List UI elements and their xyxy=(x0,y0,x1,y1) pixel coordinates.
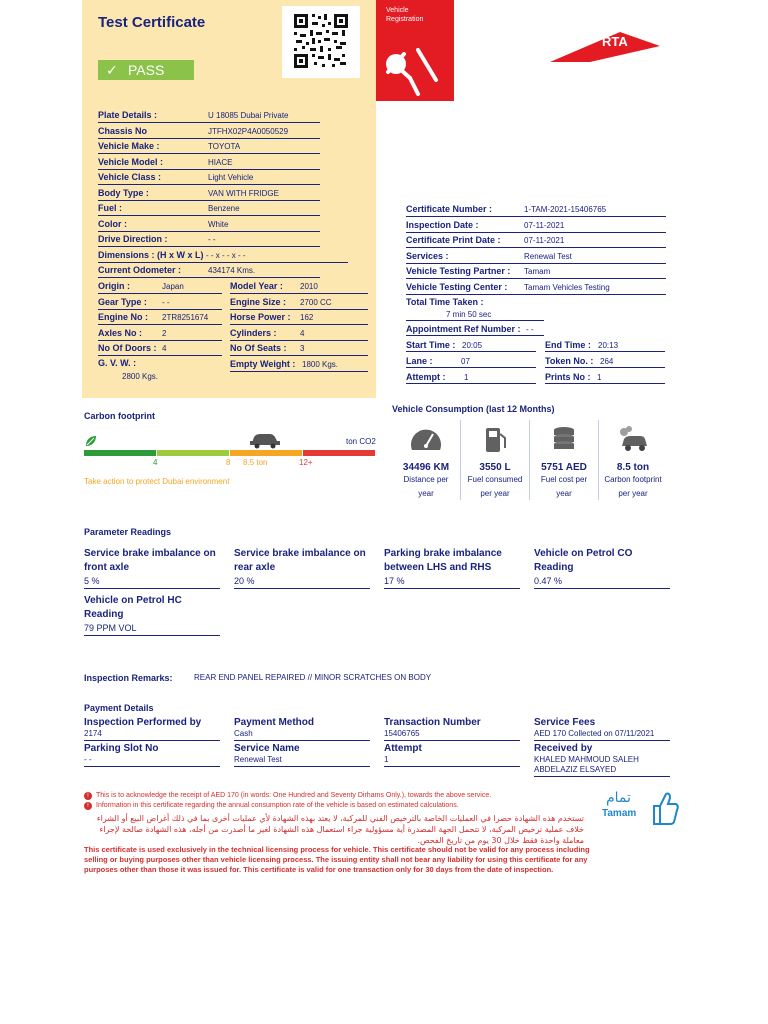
coins-icon xyxy=(530,420,598,458)
tamam-logo: تمام Tamam xyxy=(596,786,686,836)
carbon-note: Take action to protect Dubai environment xyxy=(84,477,230,486)
page-title: Test Certificate xyxy=(98,14,206,31)
carbon-tick-label: 8 xyxy=(226,458,231,467)
fuel-pump-icon xyxy=(461,420,529,458)
certificate-field-value: Tamam xyxy=(524,267,551,276)
consumption-value: 34496 KM xyxy=(402,462,450,473)
carbon-segment xyxy=(84,450,156,456)
parameter-item xyxy=(384,547,520,589)
consumption-title: Vehicle Consumption (last 12 Months) xyxy=(392,404,555,414)
parameter-value: 79 PPM VOL xyxy=(84,623,137,633)
parameter-label: Vehicle on Petrol HC Reading xyxy=(84,595,182,620)
vehicle-field-value: U 18085 Dubai Private xyxy=(208,111,289,120)
spec-label: Horse Power : xyxy=(230,312,291,322)
start-time-label: Start Time : xyxy=(406,340,456,350)
end-time-value: 20:13 xyxy=(598,341,619,350)
certificate-field-value: Renewal Test xyxy=(524,252,572,261)
note-estimate: Information in this certificate regarding the annual consumption rate of the vehicle is based on estimated calculations. xyxy=(96,802,459,809)
vehicle-registration-badge: Vehicle Registration xyxy=(376,0,454,101)
divider xyxy=(406,263,666,264)
payment-label: Service Fees xyxy=(534,717,596,728)
payment-label: Transaction Number xyxy=(384,717,481,728)
divider xyxy=(98,262,348,263)
divider xyxy=(98,293,222,294)
vehicle-field-label: Plate Details : xyxy=(98,110,158,120)
spec-value: 2TR8251674 xyxy=(162,313,209,322)
appointment-value: - - xyxy=(526,325,534,334)
token-label: Token No. : xyxy=(545,356,594,366)
certificate-field-label: Inspection Date : xyxy=(406,220,479,230)
vehicle-field-label: Current Odometer : xyxy=(98,265,182,275)
divider xyxy=(406,216,666,217)
carbon-segment xyxy=(230,450,302,456)
spec-label: Engine Size : xyxy=(230,297,287,307)
divider xyxy=(230,371,368,372)
divider xyxy=(545,367,665,368)
carbon-tick-label: 12+ xyxy=(299,458,313,467)
speedometer-icon xyxy=(392,420,460,458)
consumption-item xyxy=(599,420,667,501)
divider xyxy=(98,340,222,341)
payment-item xyxy=(84,716,220,741)
spec-value: 2700 CC xyxy=(300,298,332,307)
spec-value: 4 xyxy=(300,329,305,338)
vehicle-field-label: Vehicle Model : xyxy=(98,157,164,167)
token-value: 264 xyxy=(600,357,614,366)
lane-value: 07 xyxy=(461,357,470,366)
payment-label: Service Name xyxy=(234,743,300,754)
parameter-item xyxy=(534,547,670,589)
divider xyxy=(406,383,536,384)
divider xyxy=(98,153,320,154)
divider xyxy=(98,231,320,232)
spec-label: No Of Doors : xyxy=(98,343,157,353)
prints-value: 1 xyxy=(597,373,602,382)
thumbs-up-icon xyxy=(648,788,680,828)
vehicle-field-value: Light Vehicle xyxy=(208,173,254,182)
divider xyxy=(98,122,320,123)
consumption-item xyxy=(461,420,529,501)
divider xyxy=(406,232,666,233)
parameter-value: 0.47 % xyxy=(534,576,563,586)
carbon-tick-label: 4 xyxy=(153,458,158,467)
spec-label: Gear Type : xyxy=(98,297,147,307)
divider xyxy=(98,355,222,356)
payment-item xyxy=(84,742,220,767)
consumption-value: 5751 AED xyxy=(541,462,587,473)
payment-item xyxy=(234,742,370,767)
carbon-tick-label: 8.5 ton xyxy=(243,458,268,467)
spec-value: 162 xyxy=(300,313,314,322)
spec-label: Empty Weight : xyxy=(230,359,296,369)
arabic-disclaimer: تستخدم هذه الشهادة حصرا في العمليات الخاصة بالترخيص الفني للمركبة، لا يعتد بهذه الشهادة لأي عمليات أخرى بما في ذلك أغراض البيع أو الشراء خلاف عملية ترخيص المركبة، لا تتحمل الجهة المصدرة أية مسؤولية جراء استعمال هذه الشهادة لغير ما أصدرت من أجله، هذه الشهادة صالحة لإجراء معاملة واحدة فقط خلال 30 يوم من تاريخ الفحص. xyxy=(96,814,584,845)
consumption-value: 3550 L xyxy=(479,462,511,473)
payment-label: Payment Method xyxy=(234,717,315,728)
consumption-label: Carbon footprint xyxy=(604,475,662,484)
consumption-label: per year xyxy=(618,489,648,498)
attempt-value: 1 xyxy=(464,373,469,382)
qr-code-icon xyxy=(282,6,360,78)
vehicle-field-label: Chassis No xyxy=(98,126,148,136)
certificate-field-value: Tamam Vehicles Testing xyxy=(524,283,610,292)
spec-value: 2 xyxy=(162,329,167,338)
prints-label: Prints No : xyxy=(545,372,591,382)
appointment-label: Appointment Ref Number : xyxy=(406,324,521,334)
disclaimer: This certificate is used exclusively in the technical licensing process for vehicle. This certificate should not be valid for any process including selling or buying purposes other than vehicle licensing process. The issuing entity shall not bear any liability for using this certificate for any purposes other than those it was issued for. This certificate is valid for one transaction only for 30 days from the date of inspection. xyxy=(84,845,590,874)
end-time-label: End Time : xyxy=(545,340,591,350)
lane-label: Lane : xyxy=(406,356,433,366)
carbon-title: Carbon footprint xyxy=(84,411,155,421)
parameters-title: Parameter Readings xyxy=(84,527,172,537)
payment-value: 1 xyxy=(384,755,389,764)
payment-label: Inspection Performed by xyxy=(84,717,202,728)
divider xyxy=(98,246,320,247)
spec-value: 2010 xyxy=(300,282,318,291)
spec-label: Model Year : xyxy=(230,281,283,291)
vehicle-field-label: Fuel : xyxy=(98,203,122,213)
spec-value: 3 xyxy=(300,344,305,353)
consumption-item xyxy=(392,420,460,501)
spec-value: 1800 Kgs. xyxy=(302,360,339,369)
payment-item xyxy=(534,742,670,777)
payment-label: Attempt xyxy=(384,743,422,754)
spec-value: - - xyxy=(162,298,170,307)
vehicle-field-label: Vehicle Make : xyxy=(98,141,160,151)
vehicle-field-value: Benzene xyxy=(208,204,240,213)
parameter-label: Vehicle on Petrol CO Reading xyxy=(534,548,633,573)
spec-label: Cylinders : xyxy=(230,328,277,338)
vehicle-field-value: - - xyxy=(208,235,216,244)
parameter-item xyxy=(84,594,220,636)
consumption-label: Distance per xyxy=(403,475,449,484)
divider xyxy=(529,420,530,500)
divider xyxy=(406,247,666,248)
certificate-field-value: 1-TAM-2021-15406765 xyxy=(524,205,607,214)
divider xyxy=(406,351,536,352)
payment-value: ABDELAZIZ ELSAYED xyxy=(534,765,617,774)
divider xyxy=(98,169,320,170)
payment-item xyxy=(534,716,670,741)
divider xyxy=(98,324,222,325)
certificate-field-label: Certificate Print Date : xyxy=(406,235,501,245)
parameter-value: 5 % xyxy=(84,576,100,586)
car-icon xyxy=(248,431,282,449)
divider xyxy=(545,383,665,384)
divider xyxy=(98,184,320,185)
payment-value: KHALED MAHMOUD SALEH xyxy=(534,755,639,764)
certificate-field-label: Vehicle Testing Partner : xyxy=(406,266,511,276)
parameter-label: Parking brake imbalance between LHS and RHS xyxy=(384,548,502,573)
car-emission-icon xyxy=(599,420,667,458)
divider xyxy=(230,293,368,294)
payment-value: Cash xyxy=(234,729,253,738)
qr-code xyxy=(282,6,360,78)
consumption-item xyxy=(530,420,598,501)
divider xyxy=(406,320,544,321)
divider xyxy=(406,278,666,279)
payment-value: 15406765 xyxy=(384,729,420,738)
certificate-field-label: Certificate Number : xyxy=(406,204,493,214)
spec-label: No Of Seats : xyxy=(230,343,287,353)
divider xyxy=(98,215,320,216)
payment-value: AED 170 Collected on 07/11/2021 xyxy=(534,729,655,738)
carbon-scale xyxy=(84,450,376,456)
check-icon: ✓ xyxy=(106,62,118,78)
divider xyxy=(98,277,320,278)
parameter-item xyxy=(84,547,220,589)
total-time-label: Total Time Taken : xyxy=(406,297,484,307)
vehicle-field-label: Dimensions : (H x W x L) xyxy=(98,250,204,260)
rta-logo: RTA xyxy=(550,26,660,66)
notes xyxy=(84,791,594,811)
carbon-segment xyxy=(303,450,375,456)
vehicle-field-label: Drive Direction : xyxy=(98,234,168,244)
vehicle-field-value: HIACE xyxy=(208,158,233,167)
divider xyxy=(230,324,368,325)
payment-value: - - xyxy=(84,755,92,764)
certificate-field-value: 07-11-2021 xyxy=(524,236,565,245)
pen-plug-icon xyxy=(382,40,442,98)
divider xyxy=(406,335,544,336)
divider xyxy=(230,355,368,356)
vehicle-field-value: JTFHX02P4A0050529 xyxy=(208,127,289,136)
leaf-icon xyxy=(84,434,98,448)
remarks-value: REAR END PANEL REPAIRED // MINOR SCRATCHES ON BODY xyxy=(194,673,432,682)
certificate-field-label: Vehicle Testing Center : xyxy=(406,282,508,292)
consumption-label: year xyxy=(418,489,434,498)
remarks-label: Inspection Remarks: xyxy=(84,673,173,683)
payment-item xyxy=(384,716,520,741)
divider xyxy=(98,200,320,201)
vehicle-field-value: - - x - - x - - xyxy=(206,251,246,260)
divider xyxy=(460,420,461,500)
vehicle-field-value: White xyxy=(208,220,229,229)
consumption-label: Fuel consumed xyxy=(467,475,523,484)
info-icon: ! xyxy=(84,792,92,800)
consumption-value: 8.5 ton xyxy=(616,462,650,473)
payment-label: Parking Slot No xyxy=(84,743,159,754)
certificate-field-label: Services : xyxy=(406,251,449,261)
vehicle-field-label: Color : xyxy=(98,219,127,229)
divider xyxy=(598,420,599,500)
certificate-field-value: 07-11-2021 xyxy=(524,221,565,230)
consumption-label: Fuel cost per xyxy=(540,475,588,484)
divider xyxy=(98,309,222,310)
spec-label: Origin : xyxy=(98,281,130,291)
gvw-value: 2800 Kgs. xyxy=(122,372,159,381)
carbon-segment xyxy=(157,450,229,456)
vehicle-field-value: VAN WITH FRIDGE xyxy=(208,189,279,198)
info-icon: ! xyxy=(84,802,92,810)
start-time-value: 20:05 xyxy=(462,341,483,350)
carbon-unit: ton CO2 xyxy=(346,437,376,446)
spec-label: Axles No : xyxy=(98,328,143,338)
payment-value: 2174 xyxy=(84,729,102,738)
parameter-label: Service brake imbalance on rear axle xyxy=(234,548,366,573)
spec-value: Japan xyxy=(162,282,184,291)
divider xyxy=(98,138,320,139)
consumption-label: year xyxy=(556,489,572,498)
vehicle-field-value: 434174 Kms. xyxy=(208,266,256,275)
divider xyxy=(545,351,665,352)
pass-badge: ✓ PASS xyxy=(98,60,194,80)
divider xyxy=(230,309,368,310)
divider xyxy=(406,367,536,368)
note-receipt: This is to acknowledge the receipt of AED 170 (in words: One Hundred and Seventy Dirhams Only.), towards the above service. xyxy=(96,792,492,799)
parameter-value: 17 % xyxy=(384,576,405,586)
vehicle-field-label: Body Type : xyxy=(98,188,149,198)
vehicle-field-label: Vehicle Class : xyxy=(98,172,162,182)
payment-label: Received by xyxy=(534,743,593,754)
gvw-label: G. V. W. : xyxy=(98,358,137,368)
payment-item xyxy=(384,742,520,767)
divider xyxy=(230,340,368,341)
spec-label: Engine No : xyxy=(98,312,148,322)
parameter-value: 20 % xyxy=(234,576,255,586)
payment-value: Renewal Test xyxy=(234,755,282,764)
attempt-label: Attempt : xyxy=(406,372,446,382)
payment-item xyxy=(234,716,370,741)
vehicle-field-value: TOYOTA xyxy=(208,142,241,151)
total-time-value: 7 min 50 sec xyxy=(446,310,492,319)
divider xyxy=(406,294,666,295)
parameter-label: Service brake imbalance on front axle xyxy=(84,548,216,573)
consumption-label: per year xyxy=(480,489,510,498)
spec-value: 4 xyxy=(162,344,167,353)
parameter-item xyxy=(234,547,370,589)
payment-title: Payment Details xyxy=(84,703,154,713)
